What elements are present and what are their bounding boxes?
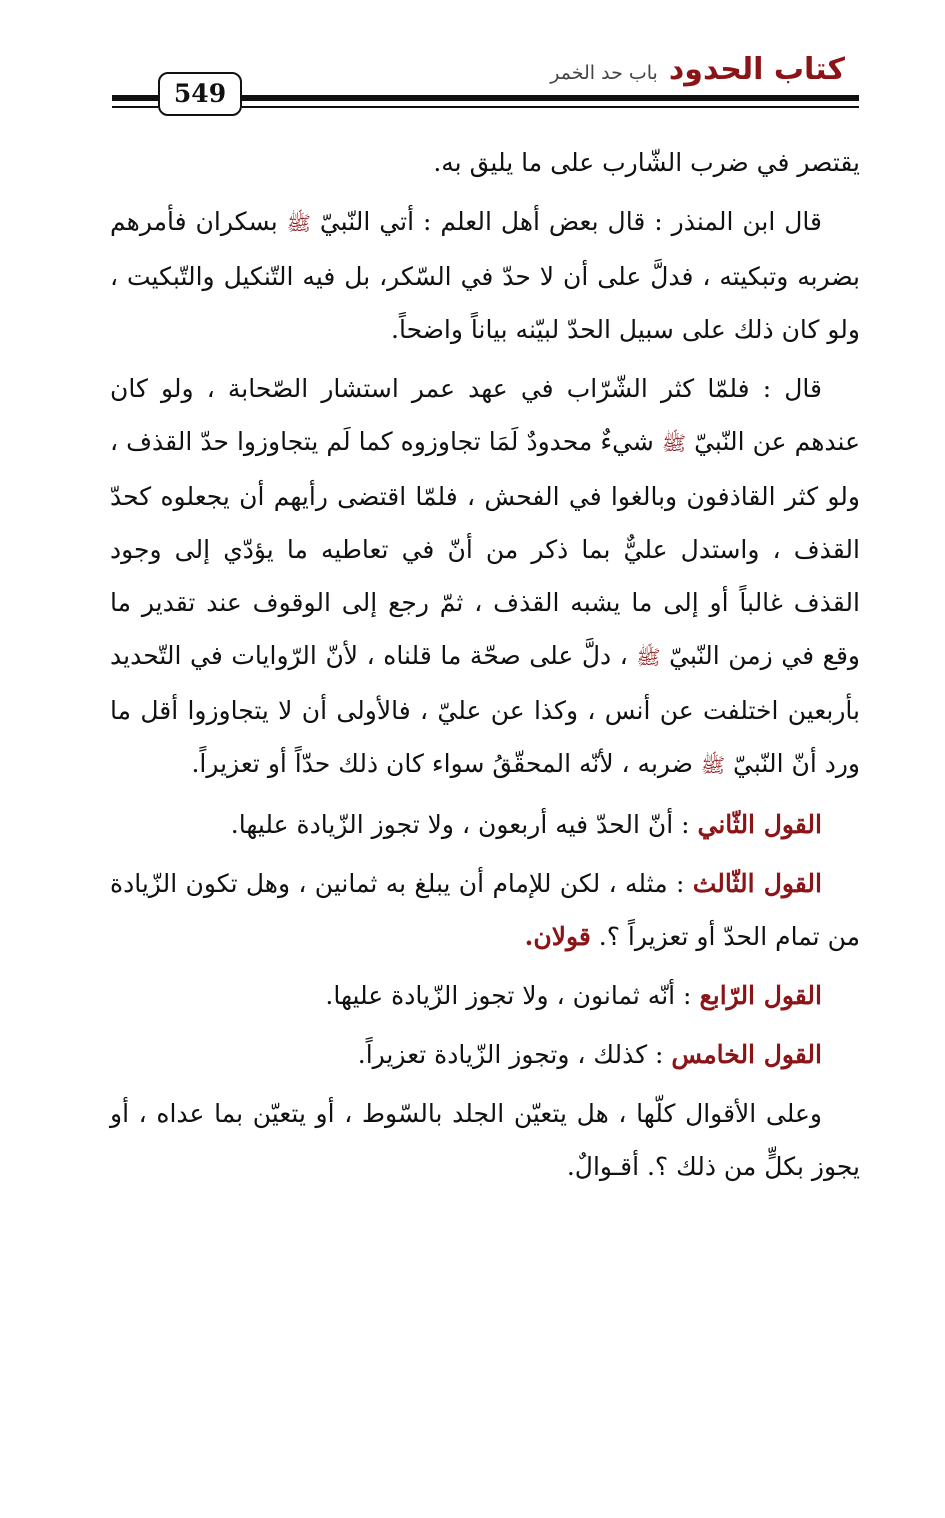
opinion-2 [110,798,860,851]
running-title [550,52,845,87]
p3-text-a: قال : فلمّا كثر الشّرّاب في عهد عمر استشار الصّحابة ، ولو كان عندهم عن النّبيّ [110,374,860,456]
page-body [110,136,860,1199]
opinion-3-text: : مثله ، لكن للإمام أن يبلغ به ثمانين ، وهل تكون الزّيادة من تمام الحدّ أو تعزيراً ؟. [110,869,860,951]
paragraph-last [110,1087,860,1193]
opinion-4-text: : أنّه ثمانون ، ولا تجوز الزّيادة عليها. [325,981,692,1010]
p2-text-b: بسكران فأمرهم بضربه وتبكيته ، فدلَّ على أن لا حدّ في السّكر، بل فيه التّنكيل والتّبكيت ، ولو كان ذلك على سبيل الحدّ لبيّنه بياناً واضحاً. [110,207,860,344]
p3-text-d: ضربه ، لأنّه المحقّقُ سواء كان ذلك حدّاً أو تعزيراً. [191,749,693,778]
paragraph-2 [110,195,860,356]
salla-honorific: ﷺ [661,431,687,455]
salla-honorific: ﷺ [700,753,726,777]
opinion-3-label: القول الثّالث [692,869,822,898]
page-header [0,0,945,120]
header-rule-thick [242,95,859,101]
opinion-3 [110,857,860,963]
paragraph-last-text: وعلى الأقوال كلّها ، هل يتعيّن الجلد بالسّوط ، أو يتعيّن بما عداه ، أو يجوز بكلٍّ من ذلك ؟. أقـوالٌ. [110,1099,860,1181]
opinion-3-conclusion: قولان. [524,922,591,951]
p3-text-b: شيءٌ محدودٌ لَمَا تجاوزوه كما لَم يتجاوزوا حدّ القذف ، ولو كثر القاذفون وبالغوا في الفحش ، فلمّا اقتضى رأيهم أن يجعلوه كحدّ القذف ، واستدل عليٌّ بما ذكر من أنّ في تعاطيه ما يؤدّي إلى وجود القذف غالباً أو إلى ما يشبه القذف ، ثمّ رجع إلى الوقوف عند تقدير ما وقع في زمن النّبيّ [110,427,860,670]
paragraph-1-text: يقتصر في ضرب الشّارب على ما يليق به. [433,148,860,177]
chapter-title: باب حد الخمر [550,62,658,84]
p3-text-c: ، دلَّ على صحّة ما قلناه ، لأنّ الرّوايات في التّحديد بأربعين اختلفت عن أنس ، وكذا عن عليّ ، فالأولى أن لا يتجاوزوا أقل ما ورد أنّ النّبيّ [110,641,860,778]
opinion-4 [110,969,860,1022]
p2-text-a: قال ابن المنذر : قال بعض أهل العلم : أتي النّبيّ [319,207,822,236]
paragraph-1 [110,136,860,189]
opinion-5 [110,1028,860,1081]
salla-honorific: ﷺ [636,645,661,669]
opinion-2-text: : أنّ الحدّ فيه أربعون ، ولا تجوز الزّيادة عليها. [230,810,690,839]
opinion-2-label: القول الثّاني [697,810,822,839]
opinion-5-text: : كذلك ، وتجوز الزّيادة تعزيراً. [357,1040,664,1069]
opinion-4-label: القول الرّابع [699,981,822,1010]
salla-honorific: ﷺ [286,211,311,235]
page-number: 549 [158,72,242,116]
header-rule-thin [242,106,859,108]
header-rule-left-thin [112,106,158,108]
paragraph-3 [110,362,860,792]
opinion-5-label: القول الخامس [671,1040,822,1069]
header-rule-left-thick [112,95,158,101]
book-title: كتاب الحدود [668,52,845,87]
